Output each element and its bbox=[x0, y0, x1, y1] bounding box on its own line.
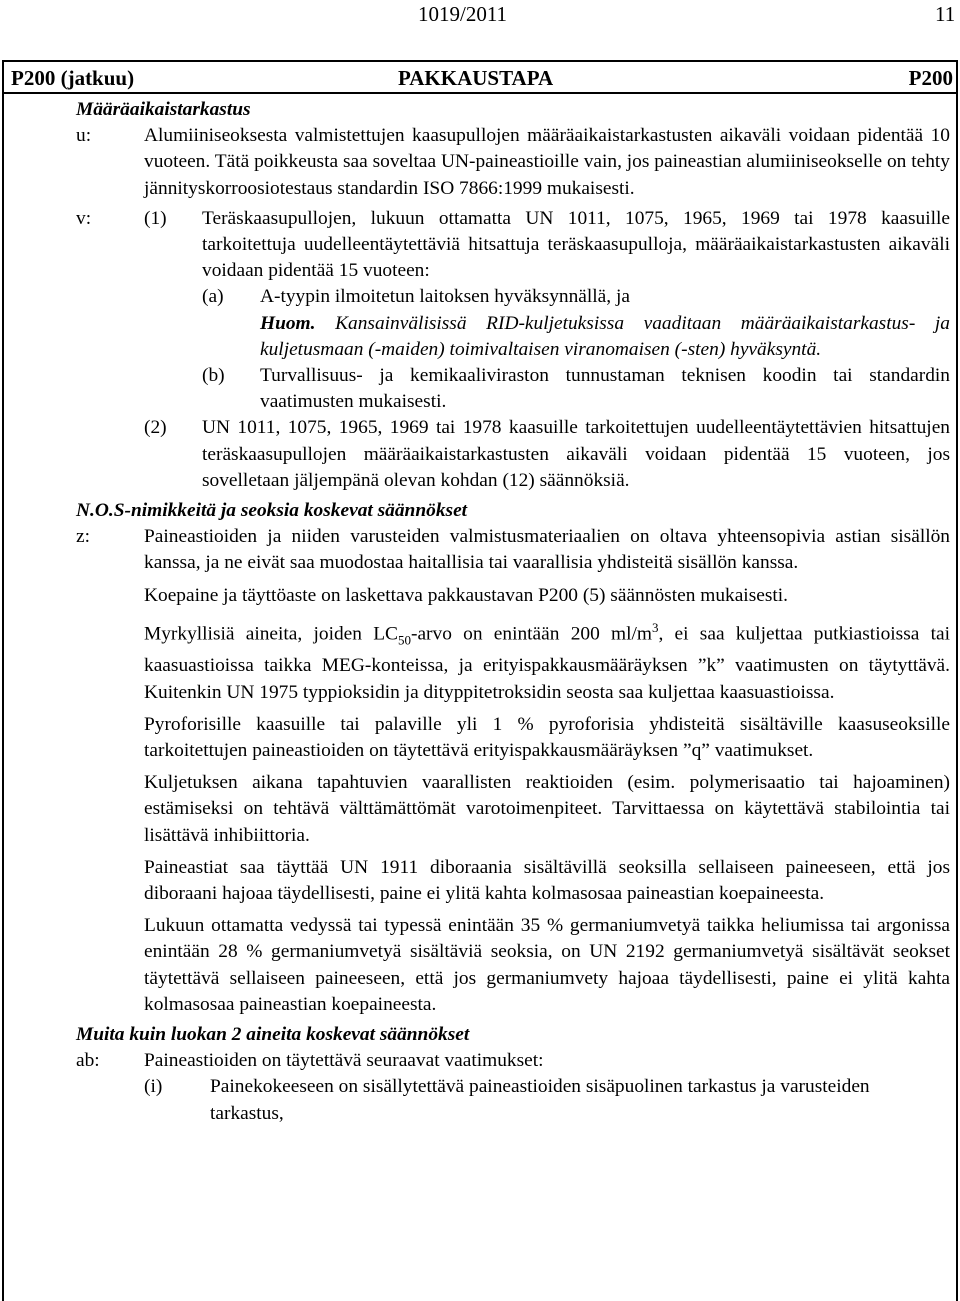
provision-text-u: Alumiiniseoksesta valmistettujen kaasupullojen määräaikaistarkastusten aikaväli voidaan pidentää 10 vuoteen. Tätä poikkeusta saa soveltaa UN-paineastioille vain, jos paineastian alumiiniseokselle on tehty jännityskorroosiotestaus standardin ISO 7866:1999 mukaisesti. bbox=[144, 125, 950, 199]
provision-v-item-1b bbox=[4, 363, 956, 415]
section-heading-periodic-inspection: Määräaikaistarkastus bbox=[76, 99, 251, 120]
item-label-v1a: (a) bbox=[202, 286, 224, 308]
item-text-v1: Teräskaasupullojen, lukuun ottamatta UN 1011, 1075, 1965, 1969 tai 1978 kaasuille tarkoitettuja uudelleentäytettäviä hitsattuja teräskaasupulloja, määräaikaistarkastusten aikaväli voidaan pidentää 15 vuoteen: bbox=[202, 207, 950, 282]
provision-z-para-3 bbox=[144, 615, 950, 706]
note-v1a bbox=[260, 311, 950, 363]
provision-v-item-1a bbox=[4, 284, 956, 310]
frame-header-right: P200 bbox=[908, 66, 953, 90]
item-text-v1b: Turvallisuus- ja kemikaaliviraston tunnustaman teknisen koodin tai standardin vaatimusten mukaisesti. bbox=[260, 365, 950, 413]
provision-text-ab: Paineastioiden on täytettävä seuraavat vaatimukset: bbox=[144, 1050, 544, 1072]
item-label-ab-i: (i) bbox=[144, 1076, 163, 1098]
provision-label-u: u: bbox=[76, 125, 92, 147]
frame-header bbox=[4, 62, 956, 94]
provision-z-para-1: Paineastioiden ja niiden varusteiden valmistusmateriaalien on oltava yhteensopivia astian sisällön kanssa, ja ne eivät saa muodostaa haitallisia tai vaarallisia yhdisteitä sisällön kanssa. bbox=[144, 526, 950, 574]
item-label-v1b: (b) bbox=[202, 365, 225, 387]
section-heading-nos: N.O.S-nimikkeitä ja seoksia koskevat säännökset bbox=[76, 500, 468, 522]
provision-z-para-5: Kuljetuksen aikana tapahtuvien vaarallisten reaktioiden (esim. polymerisaatio tai hajoaminen) estämiseksi on tehtävä välttämättömät varotoimenpiteet. Tarvittaessa on käytettävä stabilointia tai lisättävä inhibiittoria. bbox=[144, 772, 950, 846]
provision-v-item-2 bbox=[4, 415, 956, 494]
provision-v-item-1 bbox=[4, 206, 956, 285]
provision-z-para-2: Koepaine ja täyttöaste on laskettava pakkaustavan P200 (5) säännösten mukaisesti. bbox=[144, 584, 789, 606]
provision-ab-item-i bbox=[4, 1074, 956, 1126]
provision-z-para-7: Lukuun ottamatta vedyssä tai typessä enintään 35 % germaniumvetyä taikka heliumissa tai argonissa enintään 28 % germaniumvetyä sisältäviä seoksia, on UN 2192 germaniumvetyä sisältävät seokset täytettävä sellaiseen paineeseen, että jos germaniumvety hajoaa täydellisesti, paine ei ylitä kahta kolmasosaa paineastian koepaineesta. bbox=[144, 915, 950, 1015]
provision-z-para-6: Paineastiat saa täyttää UN 1911 diboraania sisältävillä seoksilla sellaiseen paineeseen, että jos diboraani hajoaa täydellisesti, paine ei ylitä kahta kolmasosaa paineastian koepaineesta. bbox=[144, 856, 950, 905]
frame-header-title: PAKKAUSTAPA bbox=[398, 66, 554, 90]
z-p3-text-c: , ei saa kuljettaa putkiastioissa tai kaasuastioissa taikka MEG-konteissa, ja erityispakkausmääräyksen ”k” vaatimusten on täytyttävä. Kuitenkin UN 1975 typpioksidin ja dityppitetroksidin seosta saa kuljettaa kaasuastioissa. bbox=[144, 623, 950, 703]
z-p3-text-a: Myrkyllisiä aineita, joiden LC bbox=[144, 623, 398, 645]
note-bold-label: Huom. bbox=[260, 312, 316, 334]
provision-label-z: z: bbox=[76, 526, 90, 548]
provision-v bbox=[4, 206, 956, 494]
z-p3-subscript: 50 bbox=[397, 632, 411, 648]
provision-label-ab: ab: bbox=[76, 1050, 100, 1072]
item-text-v2: UN 1011, 1075, 1965, 1969 tai 1978 kaasuille tarkoitettujen uudelleentäytettävien hitsattujen teräskaasupullojen määräaikaistarkastusten aikaväli voidaan pidentää 15 vuoteen, jos sovelletaan jäljempänä olevan kohdan (12) säännöksiä. bbox=[202, 417, 950, 491]
section-heading-other-classes: Muita kuin luokan 2 aineita koskevat säännökset bbox=[76, 1024, 470, 1046]
item-text-ab-i: Painekokeeseen on sisällytettävä paineastioiden sisäpuolinen tarkastus ja varusteiden tarkastus, bbox=[210, 1076, 870, 1124]
z-p3-superscript: 3 bbox=[651, 619, 659, 635]
item-label-v2: (2) bbox=[144, 417, 167, 439]
document-reference: 1019/2011 bbox=[418, 2, 508, 26]
provision-ab bbox=[4, 1048, 956, 1127]
item-text-v1a: A-tyypin ilmoitetun laitoksen hyväksynnällä, ja bbox=[260, 286, 630, 308]
provision-z bbox=[4, 524, 956, 1018]
provision-u bbox=[4, 123, 956, 202]
note-text: Kansainvälisissä RID-kuljetuksissa vaaditaan määräaikaistarkastus- ja kuljetusmaan (-maiden) toimivaltaisen viranomaisen (-sten) hyväksyntä. bbox=[260, 312, 950, 360]
page-number: 11 bbox=[935, 2, 956, 26]
item-label-v1: (1) bbox=[144, 207, 167, 229]
frame-header-left: P200 (jatkuu) bbox=[11, 66, 135, 90]
z-p3-text-b: -arvo on enintään 200 ml/m bbox=[410, 623, 652, 645]
provision-label-v: v: bbox=[76, 207, 92, 229]
content-frame bbox=[2, 60, 958, 1301]
frame-content bbox=[4, 94, 956, 1127]
page-header bbox=[0, 0, 960, 30]
provision-z-para-4: Pyroforisille kaasuille tai palaville yli 1 % pyroforisia yhdisteitä sisältäville kaasuseoksille tarkoitettujen paineastioiden on täytettävä erityispakkausmääräyksen ”q” vaatimukset. bbox=[144, 713, 950, 762]
